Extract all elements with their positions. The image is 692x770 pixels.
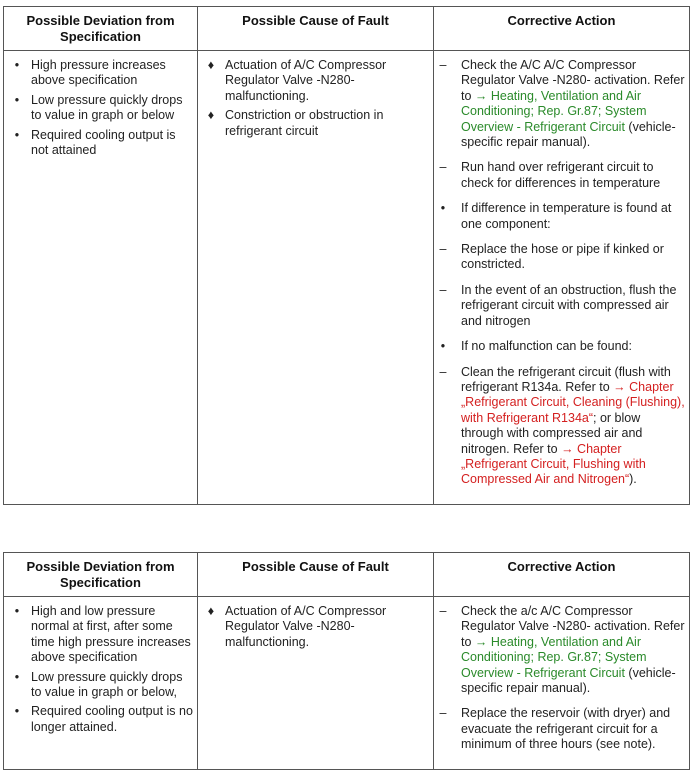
action-text: ; or blow through with compressed air and nitrogen. Refer to: [461, 410, 643, 456]
header-action: Corrective Action: [434, 7, 690, 51]
deviation-cell: [4, 597, 198, 770]
action-text: Check the a/c A/C Compressor Regulator Valve -N280- activation. Refer to: [461, 604, 685, 649]
table-row: [4, 51, 690, 505]
deviation-text: High pressure increases above specification: [31, 58, 166, 88]
dash-icon: –: [439, 282, 447, 297]
action-text: ).: [629, 472, 637, 487]
repair-manual-link[interactable]: → Heating, Ventilation and Air Conditioning; Rep. Gr.87; System Overview - Refrigerant Circuit: [461, 634, 647, 680]
list-item: [434, 201, 685, 232]
chapter-link-flushing[interactable]: → Chapter „Refrigerant Circuit, Flushing with Compressed Air and Nitrogen“: [461, 441, 646, 487]
deviation-text: High and low pressure normal at first, after some time high pressure increases above specification: [31, 604, 191, 665]
list-item: [198, 604, 429, 650]
cause-text: Constriction or obstruction in refrigerant circuit: [225, 108, 384, 138]
cause-cell: [198, 51, 434, 505]
action-text: (vehicle-specific repair manual).: [461, 119, 676, 150]
header-action: Corrective Action: [434, 553, 690, 597]
bullet-icon: •: [14, 92, 20, 107]
deviation-text: Low pressure quickly drops to value in graph or below: [31, 92, 183, 123]
list-item: [434, 365, 685, 488]
bullet-icon: •: [440, 339, 446, 354]
dash-icon: –: [439, 58, 447, 72]
fault-table-1: [3, 6, 690, 505]
action-cell: [434, 51, 690, 505]
action-text: Replace the hose or pipe if kinked or constricted.: [461, 242, 664, 272]
list-item: [4, 670, 193, 701]
cause-text: Actuation of A/C Compressor Regulator Valve -N280- malfunctioning.: [225, 604, 387, 649]
action-text: Run hand over refrigerant circuit to check for differences in temperature: [461, 160, 661, 190]
cause-text: Actuation of A/C Compressor Regulator Valve -N280- malfunctioning.: [225, 58, 387, 103]
table-header-row: [4, 7, 690, 51]
dash-icon: –: [439, 706, 447, 721]
list-item: [4, 58, 193, 89]
action-text: Check the A/C A/C Compressor Regulator Valve -N280- activation. Refer to: [461, 58, 685, 103]
list-item: [434, 706, 685, 752]
header-deviation: Possible Deviation from Specification: [4, 7, 198, 51]
deviation-text: Required cooling output is no longer attained.: [31, 704, 193, 734]
bullet-icon: •: [14, 127, 20, 142]
bullet-icon: •: [440, 201, 446, 216]
action-text: If difference in temperature is found at one component:: [461, 201, 672, 231]
dash-icon: –: [439, 604, 447, 618]
header-deviation: Possible Deviation from Specification: [4, 553, 198, 597]
action-text: Clean the refrigerant circuit (flush with refrigerant R134a. Refer to: [461, 364, 671, 394]
deviation-text: Required cooling output is not attained: [31, 127, 176, 158]
table-header-row: [4, 553, 690, 597]
action-text: If no malfunction can be found:: [461, 339, 632, 354]
dash-icon: –: [439, 364, 447, 379]
list-item: [434, 160, 685, 191]
table-row: [4, 597, 690, 770]
cause-cell: [198, 597, 434, 770]
diamond-bullet-icon: ♦: [207, 108, 215, 123]
list-item: [198, 58, 429, 104]
action-cell: [434, 597, 690, 770]
list-item: [4, 704, 193, 735]
dash-icon: –: [439, 160, 447, 175]
list-item: [4, 93, 193, 124]
action-text: Replace the reservoir (with dryer) and evacuate the refrigerant circuit for a minimum of three hours (see note).: [461, 706, 671, 752]
repair-manual-link[interactable]: → Heating, Ventilation and Air Conditioning; Rep. Gr.87; System Overview - Refrigerant Circuit: [461, 88, 647, 134]
bullet-icon: •: [14, 669, 20, 684]
diamond-bullet-icon: ♦: [207, 58, 215, 72]
fault-table-2: [3, 552, 690, 770]
list-item: [4, 128, 193, 159]
header-cause: Possible Cause of Fault: [198, 7, 434, 51]
dash-icon: –: [439, 242, 447, 257]
diamond-bullet-icon: ♦: [207, 604, 215, 618]
deviation-cell: [4, 51, 198, 505]
list-item: [434, 604, 685, 696]
list-item: [434, 242, 685, 273]
header-cause: Possible Cause of Fault: [198, 553, 434, 597]
chapter-link-cleaning[interactable]: → Chapter „Refrigerant Circuit, Cleaning (Flushing), with Refrigerant R134a“: [461, 379, 685, 425]
list-item: [434, 58, 685, 150]
deviation-text: Low pressure quickly drops to value in graph or below,: [31, 669, 183, 700]
bullet-icon: •: [14, 704, 20, 719]
action-text: In the event of an obstruction, flush the refrigerant circuit with compressed air and nitrogen: [461, 282, 677, 328]
bullet-icon: •: [14, 604, 20, 618]
action-text: (vehicle-specific repair manual).: [461, 665, 676, 696]
bullet-icon: •: [14, 58, 20, 72]
list-item: [4, 604, 193, 666]
list-item: [198, 108, 429, 139]
list-item: [434, 339, 685, 354]
list-item: [434, 283, 685, 329]
